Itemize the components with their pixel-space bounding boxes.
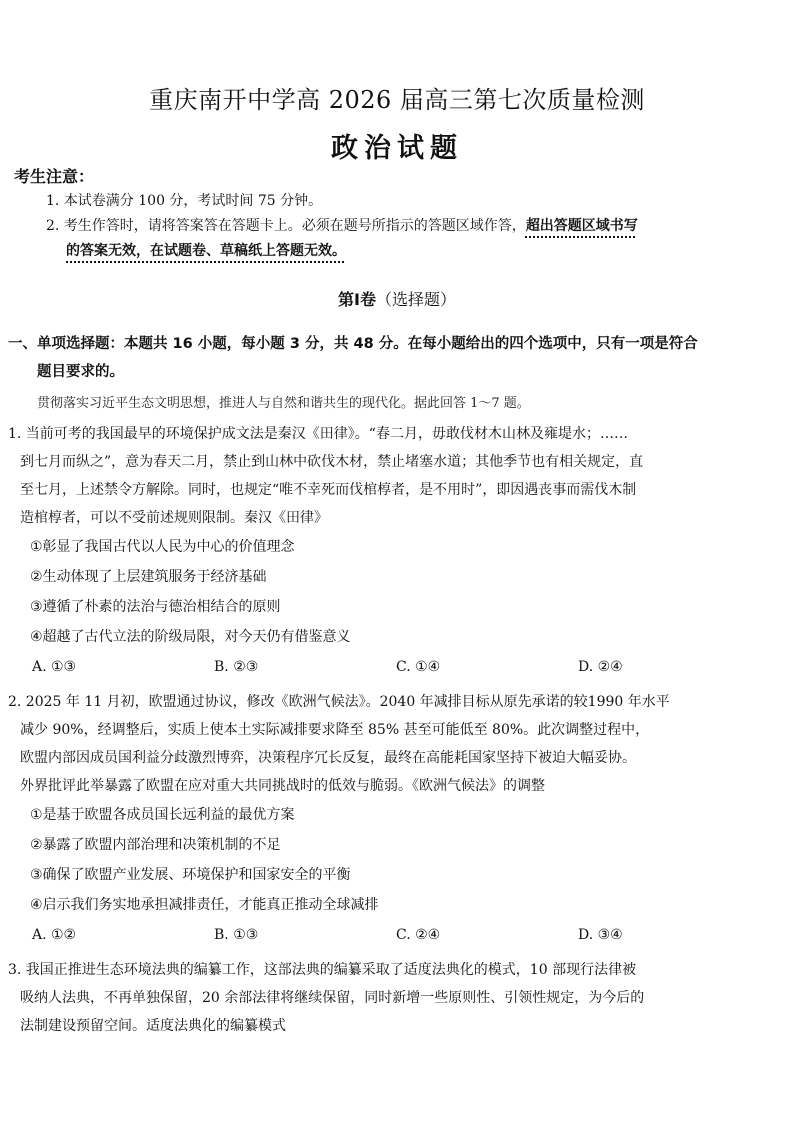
question-3 — [8, 956, 784, 1040]
stem-line: 到七月而纵之”，意为春天二月，禁止到山林中砍伐木材，禁止堵塞水道；其他季节也有相关规定，直 — [20, 454, 644, 470]
statement-option: ①是基于欧盟各成员国长远利益的最优方案 — [30, 807, 295, 823]
stem-line: 欧盟内部因成员国利益分歧激烈博弈，决策程序冗长反复，最终在高能耗国家坚持下被迫大幅妥协。 — [20, 750, 636, 766]
section-line-2: 题目要求的。 — [37, 364, 124, 380]
question-2 — [8, 688, 784, 950]
subject-title: 政治试题 — [331, 133, 463, 164]
stem-line: 至七月，上述禁令方解除。同时，也规定“唯不幸死而伐棺椁者，是不用时”，即因遇丧事而需伐木制 — [20, 482, 637, 498]
stem-line: 造棺椁者，可以不受前述规则限制。秦汉《田律》 — [20, 510, 328, 526]
stem-line: 3. 我国正推进生态环境法典的编纂工作，这部法典的编纂采取了适度法典化的模式，10 部现行法律被 — [8, 962, 637, 978]
statement-option: ③遵循了朴素的法治与德治相结合的原则 — [30, 599, 281, 615]
stem-line: 法制建设预留空间。适度法典化的编纂模式 — [20, 1018, 286, 1034]
statement-option: ③确保了欧盟产业发展、环境保护和国家安全的平衡 — [30, 867, 351, 883]
section-heading — [8, 330, 782, 386]
statement-option: ②生动体现了上层建筑服务于经济基础 — [30, 569, 267, 585]
choice-a: A. ①② — [32, 927, 77, 943]
choice-c: C. ①④ — [396, 659, 441, 675]
choice-b: B. ②③ — [214, 659, 259, 675]
answer-choices — [8, 652, 784, 682]
notice-heading: 考生注意： — [14, 167, 95, 186]
section-line-1: 一、单项选择题：本题共 16 小题，每小题 3 分，共 48 分。在每小题给出的四个选项中，只有一项是符合 — [8, 336, 698, 352]
question-1 — [8, 420, 784, 682]
choice-a: A. ①③ — [32, 659, 77, 675]
answer-choices — [8, 920, 784, 950]
statement-option: ①彰显了我国古代以人民为中心的价值理念 — [30, 539, 295, 555]
stem-line: 2. 2025 年 11 月初，欧盟通过协议，修改《欧洲气候法》。2040 年减排目标从原先承诺的较1990 年水平 — [8, 694, 670, 710]
volume-title: 第Ⅰ卷 — [338, 290, 376, 309]
stem-line: 1. 当前可考的我国最早的环境保护成文法是秦汉《田律》。“春二月，毋敢伐材木山林及雍堤水；…… — [8, 426, 628, 442]
exam-title: 重庆南开中学高 2026 届高三第七次质量检测 — [149, 86, 645, 114]
statement-option: ②暴露了欧盟内部治理和决策机制的不足 — [30, 837, 281, 853]
notice-item-2 — [46, 214, 782, 264]
choice-c: C. ②④ — [396, 927, 441, 943]
notice-item-2-text: 2. 考生作答时，请将答案答在答题卡上。必须在题号所指示的答题区域作答， — [46, 218, 526, 234]
volume-subtitle: （选择题） — [375, 290, 456, 309]
question-group-intro: 贯彻落实习近平生态文明思想，推进人与自然和谐共生的现代化。据此回答 1～7 题。 — [37, 396, 530, 411]
choice-b: B. ①③ — [214, 927, 259, 943]
stem-line: 减少 90%，经调整后，实质上使本土实际减排要求降至 85% 甚至可能低至 80%。此次调整过程中， — [20, 722, 650, 738]
statement-option: ④超越了古代立法的阶级局限，对今天仍有借鉴意义 — [30, 629, 351, 645]
choice-d: D. ②④ — [578, 659, 623, 675]
notice-item-2-emphasis-cont: 的答案无效，在试题卷、草稿纸上答题无效。 — [66, 243, 346, 259]
stem-line: 吸纳人法典，不再单独保留，20 余部法律将继续保留，同时新增一些原则性、引领性规定，为今后的 — [20, 990, 645, 1006]
stem-line: 外界批评此举暴露了欧盟在应对重大共同挑战时的低效与脆弱。《欧洲气候法》的调整 — [20, 778, 545, 794]
choice-d: D. ③④ — [578, 927, 623, 943]
notice-item-2-emphasis: 超出答题区域书写 — [525, 218, 638, 234]
volume-heading — [0, 287, 794, 310]
statement-option: ④启示我们务实地承担减排责任，才能真正推动全球减排 — [30, 897, 379, 913]
notice-item-1: 1. 本试卷满分 100 分，考试时间 75 分钟。 — [46, 193, 323, 209]
